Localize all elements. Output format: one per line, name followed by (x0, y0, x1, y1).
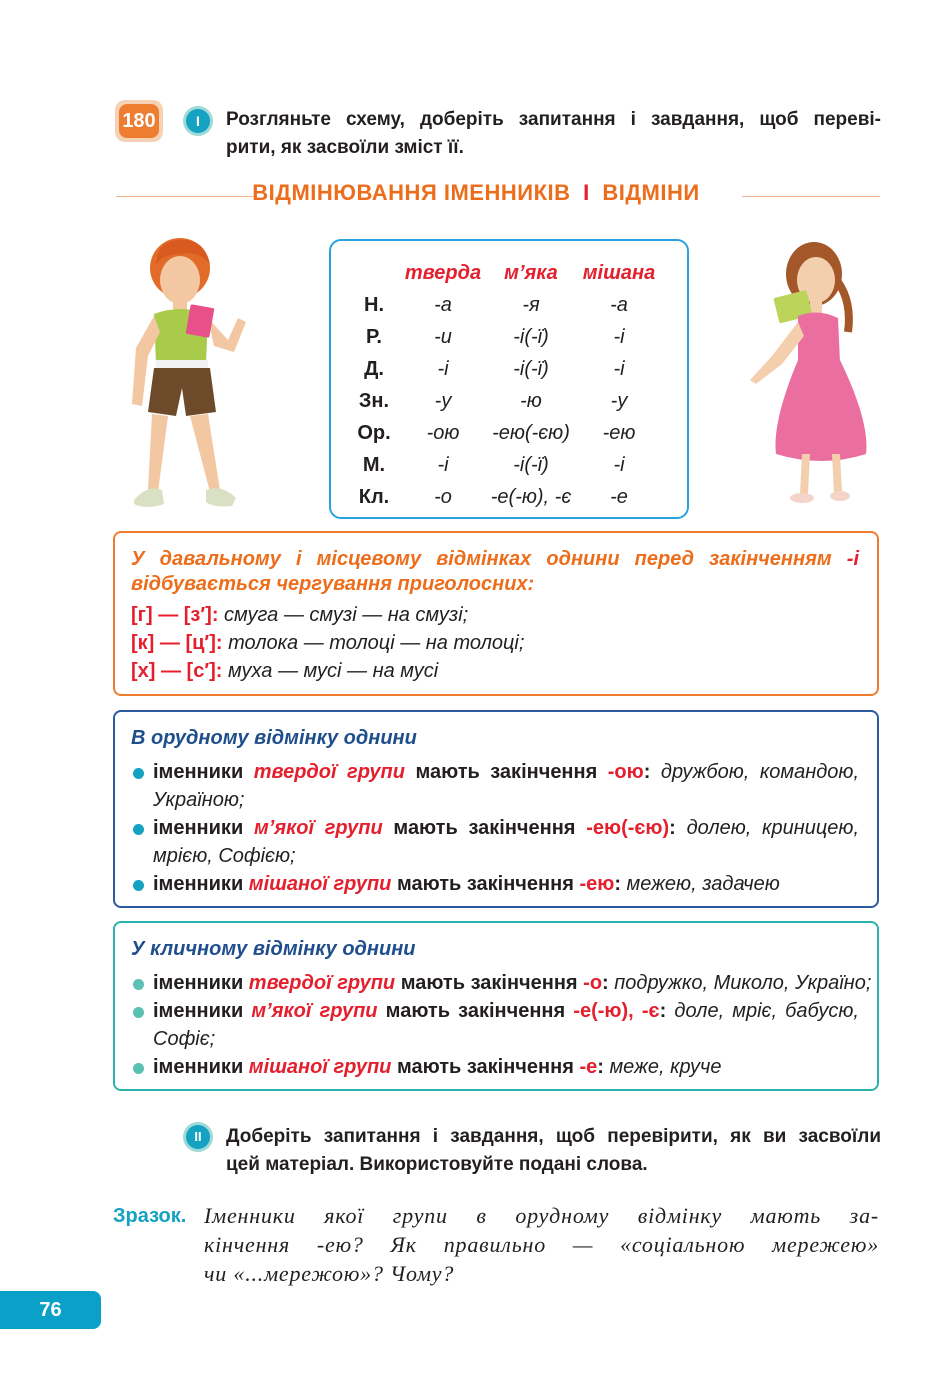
item-word: іменники (153, 817, 244, 839)
instrumental-item (153, 870, 780, 898)
sample-label: Зразок. (113, 1205, 187, 1227)
task-one-text (226, 106, 881, 162)
item-examples: межею, задачею (626, 873, 780, 895)
title-end: ВІДМІНИ (602, 180, 700, 205)
ending-hard: -і (437, 453, 449, 476)
part-one-badge (183, 106, 213, 136)
part-one-numeral: I (186, 109, 210, 133)
ending-mixed: -і (613, 325, 625, 348)
bullet-icon (133, 880, 144, 891)
item-word: мають закінчення (396, 1056, 574, 1078)
table-row (349, 449, 663, 481)
declension-table-box (329, 239, 689, 519)
consonant-pair: [х] — [с′]: (131, 660, 223, 682)
alternation-examples: смуга — смузі — на смузі; (224, 604, 469, 626)
item-ending: -ею(-єю) (586, 817, 670, 839)
item-word: мають закінчення (385, 1000, 566, 1022)
item-group: твердої групи (248, 972, 396, 994)
ending-mixed: -е (610, 485, 628, 508)
item-ending: -е(-ю), -є (573, 1000, 660, 1022)
girl-illustration (742, 232, 882, 512)
ending-hard: -ою (426, 421, 460, 444)
case-label: М. (362, 453, 386, 476)
ending-hard: -і (437, 357, 449, 380)
part-two-numeral: II (186, 1125, 210, 1149)
item-word: іменники (153, 1000, 244, 1022)
alternation-row (131, 629, 524, 657)
header-soft: м’яка (504, 261, 558, 284)
ending-hard: -а (434, 293, 452, 316)
case-label: Кл. (358, 485, 390, 508)
instrumental-item (153, 814, 859, 842)
ending-soft: -і(-ї) (513, 325, 549, 348)
consonant-pair: [к] — [ц′]: (131, 632, 223, 654)
table-row (349, 385, 663, 417)
item-group: мішаної групи (248, 1056, 392, 1078)
item-examples-cont: Софіє; (153, 1028, 216, 1050)
table-row (349, 289, 663, 321)
item-group: м’якої групи (251, 1000, 378, 1022)
alternation-examples: толока — толоці — на толоці; (228, 632, 525, 654)
sample-line2: кінчення -ею? Як правильно — «соціальною мережею» (204, 1232, 879, 1257)
ending-mixed: -і (613, 357, 625, 380)
instrumental-item (153, 758, 859, 786)
item-examples: доле, мріє, бабусю, (674, 1000, 859, 1022)
sample-text (204, 1201, 879, 1288)
ending-soft: -ею(-єю) (492, 421, 570, 444)
item-examples-cont: мрією, Софією; (153, 845, 296, 867)
task-two-line1: Доберіть запитання і завдання, щоб перевірити, як ви засвоїли (226, 1126, 881, 1147)
consonant-pair: [г] — [з′]: (131, 604, 219, 626)
table-row (349, 321, 663, 353)
bullet-icon (133, 768, 144, 779)
table-row (349, 417, 663, 449)
bullet-icon (133, 824, 144, 835)
item-ending: -ою (607, 761, 644, 783)
page-number: 76 (0, 1291, 101, 1329)
case-label: Ор. (357, 421, 391, 444)
instrumental-heading: В орудному відмінку однини (131, 727, 417, 749)
item-word: мають закінчення (400, 972, 578, 994)
item-examples: меже, круче (609, 1056, 722, 1078)
item-group: м’якої групи (253, 817, 383, 839)
ending-mixed: -у (610, 389, 628, 412)
alternation-intro-a: У давальному і місцевому відмінках однини перед закінченням (131, 548, 832, 570)
ending-mixed: -а (610, 293, 628, 316)
declension-table (349, 257, 663, 513)
bullet-icon (133, 979, 144, 990)
sample-line1: Іменники якої групи в орудному відмінку мають за- (204, 1203, 879, 1228)
table-header-row (349, 257, 663, 289)
vocative-rule-box (113, 921, 879, 1091)
ending-hard: -и (434, 325, 452, 348)
vocative-heading: У кличному відмінку однини (131, 938, 416, 960)
alternation-examples: муха — мусі — на мусі (228, 660, 439, 682)
item-word: іменники (153, 1056, 244, 1078)
ending-hard: -о (434, 485, 452, 508)
case-label: Н. (364, 293, 384, 316)
vocative-item (153, 969, 871, 997)
alternation-row (131, 657, 438, 685)
item-colon: : (643, 761, 651, 783)
case-label: Зн. (358, 389, 390, 412)
item-group: твердої групи (253, 761, 405, 783)
exercise-number-badge (115, 100, 163, 142)
ending-soft: -і(-ї) (513, 453, 549, 476)
item-colon: : (669, 817, 676, 839)
boy-illustration (118, 228, 258, 518)
ending-mixed: -ею (602, 421, 636, 444)
item-examples: дружбою, командою, (660, 761, 860, 783)
item-examples: подружко, Миколо, Україно; (614, 972, 872, 994)
item-colon: : (659, 1000, 667, 1022)
item-group: мішаної групи (248, 873, 392, 895)
alternation-intro-line2: відбувається чергування приголосних: (131, 573, 535, 595)
case-label: Д. (364, 357, 384, 380)
alternation-intro-line1 (131, 545, 859, 573)
ending-soft: -я (522, 293, 540, 316)
task-one-line2: рити, як засвоїли зміст її. (226, 137, 464, 158)
bullet-icon (133, 1063, 144, 1074)
item-word: мають закінчення (393, 817, 576, 839)
table-row (349, 353, 663, 385)
item-word: іменники (153, 972, 244, 994)
item-word: мають закінчення (415, 761, 598, 783)
ending-soft: -ю (520, 389, 542, 412)
bullet-icon (133, 1007, 144, 1018)
alternation-row (131, 601, 468, 629)
header-mixed: мішана (582, 261, 656, 284)
item-examples: долею, криницею, (686, 817, 860, 839)
item-ending: -ею (579, 873, 615, 895)
case-label: Р. (366, 325, 382, 348)
item-word: іменники (153, 761, 244, 783)
item-examples-cont: Україною; (153, 789, 245, 811)
task-two-text (226, 1123, 881, 1179)
item-ending: -е (579, 1056, 598, 1078)
exercise-number: 180 (119, 104, 159, 138)
alternation-ending: -і (846, 548, 859, 570)
vocative-item (153, 997, 859, 1025)
task-two-line2: цей матеріал. Використовуйте подані слова. (226, 1154, 648, 1175)
vocative-item (153, 1053, 721, 1081)
section-title (0, 180, 952, 206)
part-two-badge (183, 1122, 213, 1152)
item-word: мають закінчення (396, 873, 574, 895)
title-main: ВІДМІНЮВАННЯ ІМЕННИКІВ (252, 180, 571, 205)
item-colon: : (602, 972, 609, 994)
ending-mixed: -і (613, 453, 625, 476)
ending-hard: -у (434, 389, 452, 412)
ending-soft: -і(-ї) (513, 357, 549, 380)
title-roman: І (583, 180, 590, 205)
item-colon: : (614, 873, 621, 895)
alternation-rule-box (113, 531, 879, 696)
task-one-line1: Розгляньте схему, доберіть запитання і завдання, щоб переві- (226, 109, 881, 130)
instrumental-rule-box (113, 710, 879, 908)
header-hard: тверда (404, 261, 482, 284)
item-ending: -о (583, 972, 603, 994)
ending-soft: -е(-ю), -є (490, 485, 572, 508)
item-word: іменники (153, 873, 244, 895)
item-colon: : (597, 1056, 604, 1078)
sample-line3: чи «...мережою»? Чому? (204, 1261, 455, 1286)
table-row (349, 481, 663, 513)
